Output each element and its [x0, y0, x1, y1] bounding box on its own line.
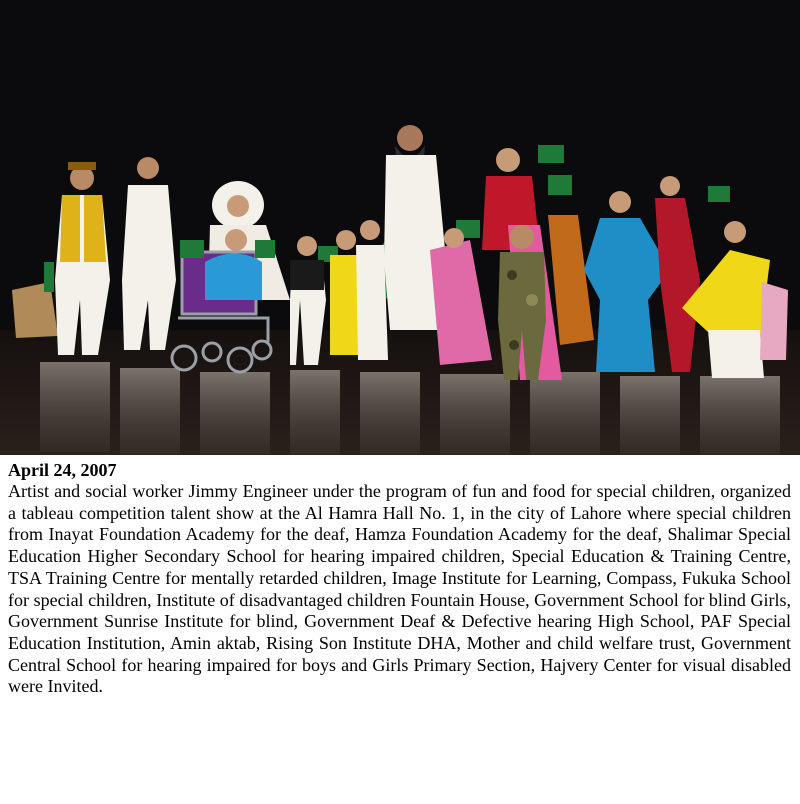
caption-body: Artist and social worker Jimmy Engineer under the program of fun and food for special children, organized a tableau competition talent show at the Al Hamra Hall No. 1, in the city of Lahore where special children from Inayat Foundation Academy for the deaf, Hamza Foundation Academy for the deaf, Shalimar Special Education Higher Secondary School for hearing impaired children, Special Education & Training Centre, TSA Training Centre for mentally retarded children, Image Institute for Learning, Compass, Fukuka School for special children, Institute of disadvantaged children Fountain House, Government School for blind Girls, Government Sunrise Institute for blind, Government Deaf & Defective hearing High School, PAF Special Education Institution, Amin aktab, Rising Son Institute DHA, Mother and child welfare trust, Government Central School for hearing impaired for boys and Girls Primary Section, Hajvery Center for visual disabled were Invited. — [8, 481, 791, 697]
photo-caption — [8, 460, 791, 698]
caption-date: April 24, 2007 — [8, 460, 117, 480]
child-white-kurta — [122, 157, 176, 350]
